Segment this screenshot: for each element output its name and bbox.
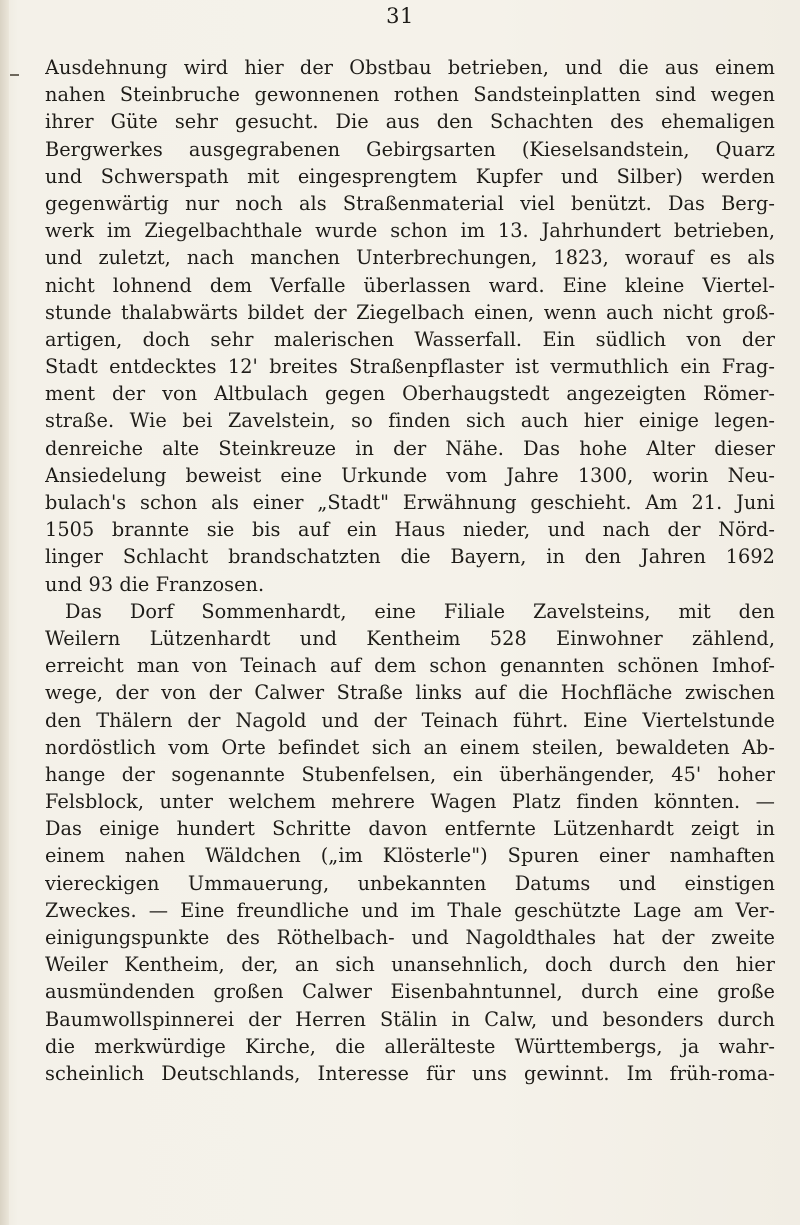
text-line: Weiler Kentheim, der, an sich unansehnlich, doch durch den hier: [45, 953, 775, 977]
text-line: ihrer Güte sehr gesucht. Die aus den Schachten des ehemaligen: [45, 110, 775, 134]
text-line: bulach's schon als einer „Stadt" Erwähnung geschieht. Am 21. Juni: [45, 491, 775, 514]
text-line: hange der sogenannte Stubenfelsen, ein überhängender, 45' hoher: [45, 762, 775, 786]
text-line: Das einige hundert Schritte davon entfernte Lützenhardt zeigt in: [45, 817, 775, 841]
text-line: wege, der von der Calwer Straße links auf die Hochfläche zwischen: [45, 681, 775, 705]
text-line: Ausdehnung wird hier der Obstbau betrieben, und die aus einem: [45, 56, 775, 79]
page-number: 31: [386, 4, 414, 28]
text-line: Weilern Lützenhardt und Kentheim 528 Einwohner zählend,: [45, 626, 775, 650]
text-line: die merkwürdige Kirche, die allerälteste Württembergs, ja wahr-: [45, 1034, 775, 1058]
text-line: Stadt entdecktes 12' breites Straßenpflaster ist vermuthlich ein Frag-: [45, 355, 775, 379]
text-line: Bergwerkes ausgegrabenen Gebirgsarten (Kieselsandstein, Quarz: [45, 137, 775, 161]
text-line: und Schwerspath mit eingesprengtem Kupfer und Silber) werden: [45, 164, 775, 188]
page-binding-edge: [0, 0, 9, 1225]
text-line: Baumwollspinnerei der Herren Stälin in Calw, und besonders durch: [45, 1007, 775, 1031]
text-line: nahen Steinbruche gewonnenen rothen Sandsteinplatten sind wegen: [45, 83, 775, 107]
scan-mark: [10, 74, 19, 76]
text-line: artigen, doch sehr malerischen Wasserfall. Ein südlich von der: [45, 327, 775, 351]
text-line: ausmündenden großen Calwer Eisenbahntunnel, durch eine große: [45, 980, 775, 1004]
text-line: Felsblock, unter welchem mehrere Wagen Platz finden könnten. —: [45, 790, 775, 814]
text-line: denreiche alte Steinkreuze in der Nähe. Das hohe Alter dieser: [45, 436, 775, 460]
text-line: und 93 die Franzosen.: [45, 572, 265, 596]
text-line: ment der von Altbulach gegen Oberhaugstedt angezeigten Römer-: [45, 382, 775, 406]
text-line: den Thälern der Nagold und der Teinach führt. Eine Viertelstunde: [45, 708, 775, 732]
text-line: Zweckes. — Eine freundliche und im Thale geschützte Lage am Ver-: [45, 898, 775, 922]
text-line: erreicht man von Teinach auf dem schon genannten schönen Imhof-: [45, 654, 775, 678]
text-line: einigungspunkte des Röthelbach- und Nagoldthales hat der zweite: [45, 926, 775, 949]
text-line: nordöstlich vom Orte befindet sich an einem steilen, bewaldeten Ab-: [45, 735, 775, 759]
text-line: Das Dorf Sommenhardt, eine Filiale Zavelsteins, mit den: [65, 599, 775, 623]
body-text: [45, 54, 775, 1087]
text-line: und zuletzt, nach manchen Unterbrechungen, 1823, worauf es als: [45, 246, 775, 270]
text-line: einem nahen Wäldchen („im Klösterle") Spuren einer namhaften: [45, 844, 775, 868]
text-line: stunde thalabwärts bildet der Ziegelbach einen, wenn auch nicht groß-: [45, 300, 775, 324]
text-line: nicht lohnend dem Verfalle überlassen ward. Eine kleine Viertel-: [45, 273, 775, 297]
text-line: gegenwärtig nur noch als Straßenmaterial viel benützt. Das Berg-: [45, 191, 775, 215]
text-line: viereckigen Ummauerung, unbekannten Datums und einstigen: [45, 871, 775, 895]
text-line: werk im Ziegelbachthale wurde schon im 13. Jahrhundert betrieben,: [45, 219, 775, 243]
text-line: linger Schlacht brandschatzten die Bayern, in den Jahren 1692: [45, 545, 775, 569]
text-line: 1505 brannte sie bis auf ein Haus nieder, und nach der Nörd-: [45, 518, 775, 542]
text-line: scheinlich Deutschlands, Interesse für uns gewinnt. Im früh-roma-: [45, 1061, 775, 1085]
text-line: Ansiedelung beweist eine Urkunde vom Jahre 1300, worin Neu-: [45, 463, 775, 487]
text-line: straße. Wie bei Zavelstein, so finden sich auch hier einige legen-: [45, 409, 775, 433]
